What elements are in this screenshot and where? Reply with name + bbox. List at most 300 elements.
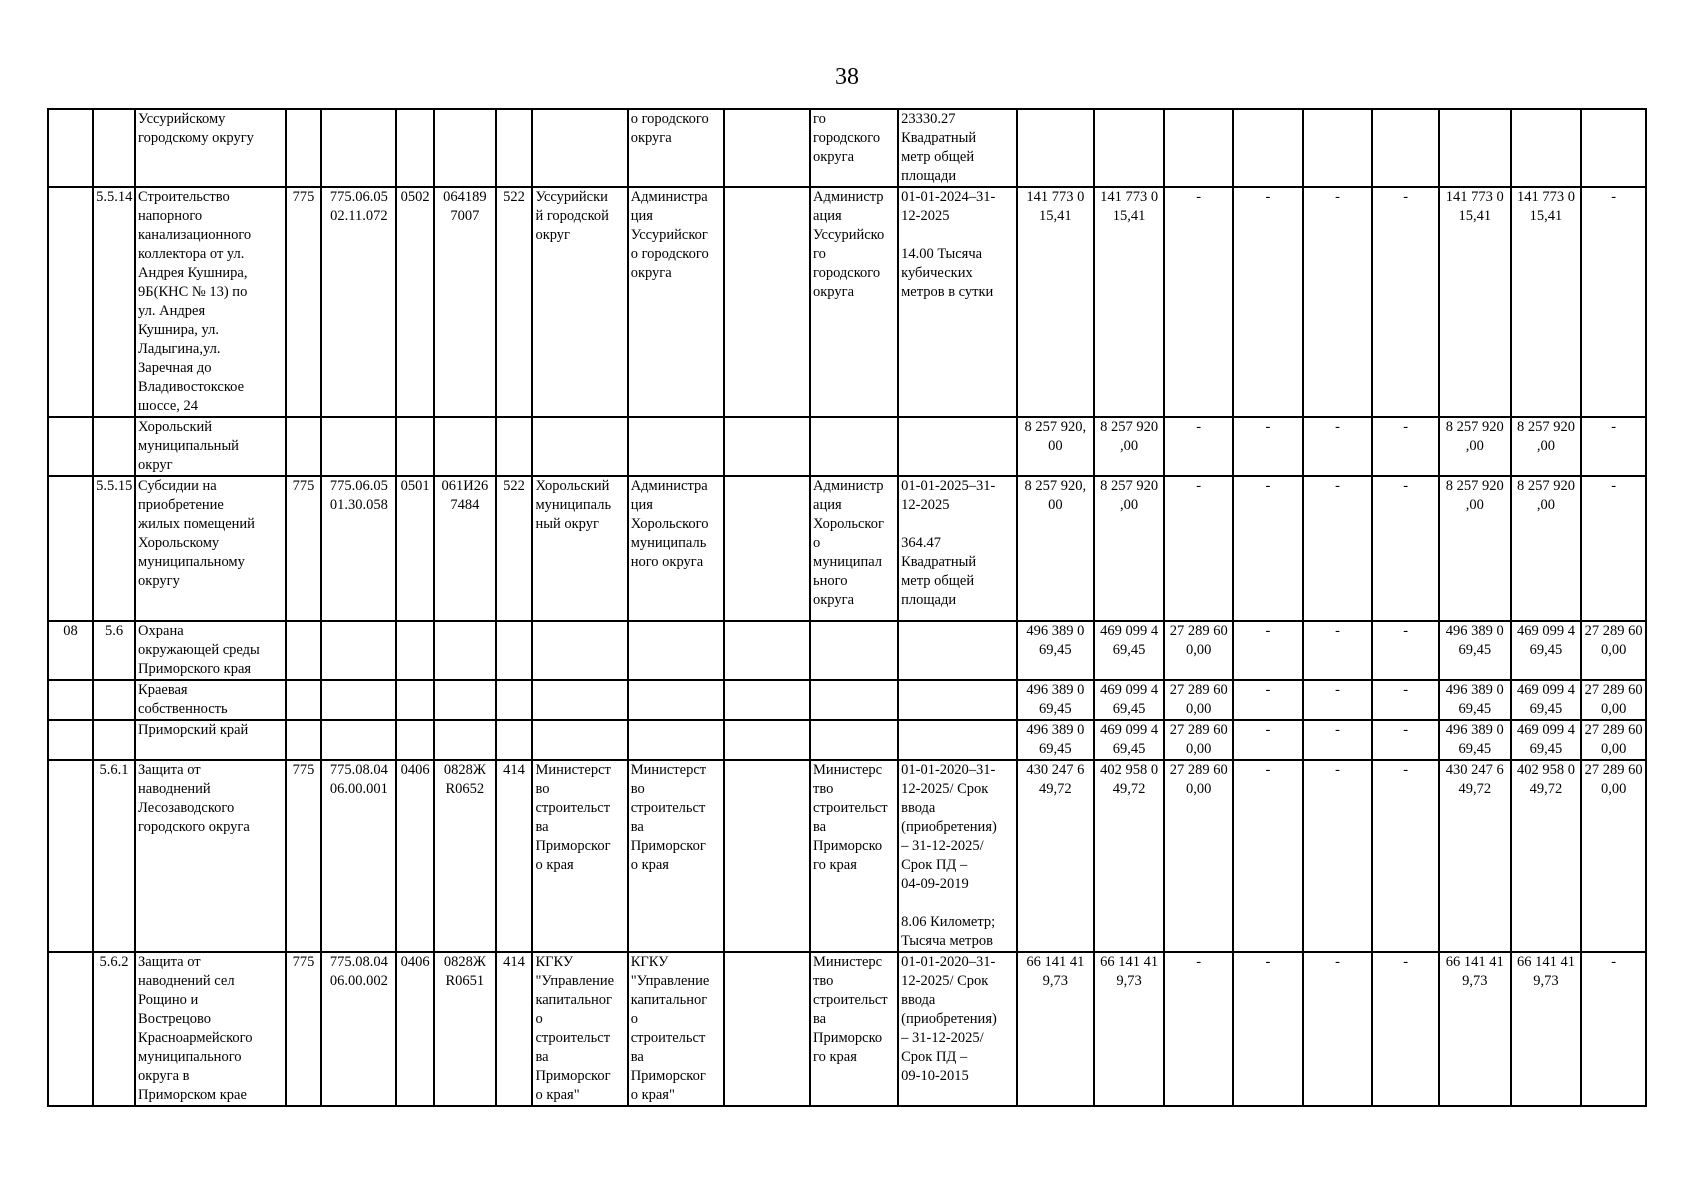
cell-text: - [1403,954,1409,970]
table-cell [396,109,434,187]
table-cell [1439,187,1511,417]
table-cell [1372,680,1439,720]
cell-text: 23330.27 Квадратный метр общей площади [901,111,977,184]
table-cell [532,187,627,417]
cell-text: Строительство напорного канализационного коллектора от ул. Андрея Кушнира, 9Б(КНС № 13) по ул. Андрея Кушнира, ул. Ладыгина,ул. Заречная до Владивостокское шоссе, 24 [138,189,252,414]
table-cell [135,109,286,187]
table-cell [1372,476,1439,621]
cell-text: 66 141 41 9,73 [1516,954,1575,989]
table-cell [1439,109,1511,187]
cell-text: 8 257 920 ,00 [1516,478,1575,513]
table-cell [286,621,322,680]
cell-text: 775.06.05 02.11.072 [329,189,388,224]
table-cell [434,417,495,476]
cell-text: 27 289 60 0,00 [1584,682,1643,717]
table-cell [1094,476,1165,621]
table-cell [321,621,396,680]
table-cell [286,720,322,760]
table-cell [724,476,810,621]
cell-text: - [1611,419,1617,435]
table-cell [1581,621,1646,680]
table-cell [1372,720,1439,760]
cell-text: го городского округа [813,111,881,165]
table-cell [93,952,135,1106]
cell-text: - [1265,682,1271,698]
table-cell [396,680,434,720]
cell-text: о городского округа [630,111,709,146]
cell-text: - [1265,722,1271,738]
cell-text: КГКУ "Управление капитальног о строительст ва Приморског о края" [630,954,710,1103]
cell-text: 8 257 920 ,00 [1516,419,1575,454]
table-cell [532,760,627,952]
table-cell [1372,187,1439,417]
cell-text: 402 958 0 49,72 [1516,762,1575,797]
cell-text: 141 773 0 15,41 [1026,189,1085,224]
table-cell [48,187,93,417]
table-cell [1164,952,1233,1106]
table-row [48,760,1646,952]
table-cell [1303,680,1373,720]
table-cell [1511,720,1582,760]
table-cell [1372,417,1439,476]
cell-text: 5.5.14 [96,189,133,205]
table-cell [93,680,135,720]
table-cell [48,760,93,952]
table-cell [1017,109,1094,187]
table-cell [810,187,898,417]
cell-text: - [1403,762,1409,778]
table-cell [1372,952,1439,1106]
table-cell [628,680,724,720]
cell-text: 141 773 0 15,41 [1445,189,1504,224]
table-cell [93,109,135,187]
cell-text: - [1335,623,1340,639]
cell-text: 469 099 4 69,45 [1100,722,1159,757]
table-cell [286,476,322,621]
cell-text: 0828Ж R0652 [443,762,486,797]
table-cell [898,109,1017,187]
table-row [48,621,1646,680]
cell-text: Администра ция Уссурийског о городского округа [630,189,709,281]
table-cell [1017,720,1094,760]
table-cell [1233,417,1303,476]
cell-text: Министерс тво строительст ва Приморско го края [813,762,888,873]
table-cell [1164,476,1233,621]
table-cell [1303,417,1373,476]
table-cell [1094,952,1165,1106]
cell-text: 27 289 60 0,00 [1169,623,1228,658]
table-cell [532,720,627,760]
table-row [48,417,1646,476]
table-row [48,720,1646,760]
cell-text: Субсидии на приобретение жилых помещений Хорольскому муниципальному округу [138,478,255,589]
table-cell [724,187,810,417]
table-cell [1511,417,1582,476]
table-cell [396,760,434,952]
table-row [48,476,1646,621]
table-row [48,680,1646,720]
cell-text: Министерс тво строительст ва Приморско го края [813,954,888,1065]
table-cell [93,760,135,952]
cell-text: - [1335,722,1340,738]
cell-text: 27 289 60 0,00 [1169,762,1228,797]
cell-text: 27 289 60 0,00 [1169,722,1228,757]
table-cell [810,680,898,720]
table-cell [135,720,286,760]
table-cell [135,680,286,720]
table-cell [1581,417,1646,476]
table-cell [135,952,286,1106]
table-cell [810,720,898,760]
cell-text: 496 389 0 69,45 [1026,722,1085,757]
table-cell [1303,109,1373,187]
table-cell [135,621,286,680]
cell-text: 141 773 0 15,41 [1516,189,1575,224]
table-cell [93,417,135,476]
cell-text: - [1335,954,1340,970]
table-cell [1233,720,1303,760]
table-cell [1581,680,1646,720]
table-cell [1094,621,1165,680]
table-cell [1017,760,1094,952]
table-cell [286,187,322,417]
cell-text: - [1265,762,1271,778]
cell-text: 775.08.04 06.00.001 [329,762,388,797]
table-cell [321,760,396,952]
table-cell [724,417,810,476]
table-cell [1439,476,1511,621]
budget-table [47,108,1647,1107]
cell-text: Защита от наводнений сел Рощино и Вострецово Красноармейского муниципального округа в Приморском крае [138,954,253,1103]
table-cell [48,417,93,476]
table-cell [1511,952,1582,1106]
table-cell [532,109,627,187]
table-cell [724,720,810,760]
cell-text: - [1403,478,1409,494]
cell-text: 430 247 6 49,72 [1026,762,1085,797]
table-cell [1094,187,1165,417]
table-cell [1439,621,1511,680]
table-cell [810,109,898,187]
table-cell [1164,109,1233,187]
cell-text: - [1403,419,1409,435]
table-cell [1164,621,1233,680]
table-cell [1439,720,1511,760]
cell-text: 66 141 41 9,73 [1100,954,1159,989]
table-cell [898,760,1017,952]
table-cell [628,417,724,476]
table-cell [1164,680,1233,720]
table-cell [396,952,434,1106]
table-cell [898,417,1017,476]
table-cell [1303,476,1373,621]
table-cell [434,187,495,417]
cell-text: 0828Ж R0651 [443,954,486,989]
cell-text: 469 099 4 69,45 [1100,623,1159,658]
cell-text: - [1611,478,1617,494]
cell-text: 469 099 4 69,45 [1516,623,1575,658]
table-cell [628,952,724,1106]
table-cell [724,680,810,720]
cell-text: Администра ция Хорольского муниципаль ного округа [630,478,709,570]
table-cell [434,621,495,680]
table-cell [286,952,322,1106]
cell-text: 775 [292,189,315,205]
cell-text: 66 141 41 9,73 [1026,954,1085,989]
table-cell [1017,187,1094,417]
cell-text: Администр ация Уссурийско го городского округа [813,189,885,300]
table-cell [1233,109,1303,187]
table-cell [1372,760,1439,952]
table-cell [1017,621,1094,680]
cell-text: 5.5.15 [96,478,133,494]
cell-text: - [1265,478,1271,494]
table-cell [1581,109,1646,187]
cell-text: 496 389 0 69,45 [1026,623,1085,658]
table-cell [724,621,810,680]
table-cell [1303,720,1373,760]
table-cell [810,476,898,621]
table-cell [532,680,627,720]
table-cell [532,417,627,476]
table-cell [93,621,135,680]
table-cell [898,621,1017,680]
table-cell [496,476,533,621]
table-row [48,187,1646,417]
table-cell [321,952,396,1106]
table-cell [1233,187,1303,417]
table-cell [532,476,627,621]
table-cell [396,720,434,760]
table-row [48,109,1646,187]
cell-text: 27 289 60 0,00 [1584,762,1643,797]
cell-text: 775 [292,762,315,778]
table-cell [321,417,396,476]
table-cell [898,476,1017,621]
cell-text: 522 [503,478,525,494]
table-cell [321,109,396,187]
cell-text: 064189 7007 [443,189,487,224]
table-cell [434,109,495,187]
table-cell [1233,760,1303,952]
table-cell [48,621,93,680]
cell-text: 8 257 920 ,00 [1100,419,1159,454]
cell-text: Уссурийски й городской округ [535,189,609,243]
cell-text: Министерст во строительст ва Приморског о края [630,762,707,873]
cell-text: Министерст во строительст ва Приморског о края [535,762,611,873]
table-cell [396,417,434,476]
table-cell [1303,952,1373,1106]
table-cell [628,476,724,621]
table-cell [496,417,533,476]
table-cell [810,760,898,952]
table-cell [1017,417,1094,476]
table-cell [93,720,135,760]
table-cell [1017,680,1094,720]
table-cell [135,476,286,621]
cell-text: 27 289 60 0,00 [1169,682,1228,717]
cell-text: 469 099 4 69,45 [1100,682,1159,717]
cell-text: 8 257 920 ,00 [1445,478,1504,513]
table-cell [810,621,898,680]
table-cell [48,476,93,621]
cell-text: 0502 [400,189,430,205]
table-cell [1303,187,1373,417]
cell-text: 496 389 0 69,45 [1445,722,1504,757]
table-cell [48,680,93,720]
table-cell [135,187,286,417]
table-cell [434,720,495,760]
cell-text: - [1611,954,1617,970]
cell-text: - [1403,722,1409,738]
cell-text: 5.6.1 [99,762,129,778]
table-cell [1164,720,1233,760]
table-cell [496,952,533,1106]
cell-text: 414 [503,762,525,778]
cell-text: Приморский край [138,722,249,738]
table-cell [434,680,495,720]
table-cell [496,760,533,952]
table-cell [724,952,810,1106]
cell-text: Защита от наводнений Лесозаводского городского округа [138,762,250,835]
cell-text: 01-01-2020–31- 12-2025/ Срок ввода (приобретения) – 31-12-2025/ Срок ПД – 09-10-2015 [901,954,997,1084]
table-cell [434,476,495,621]
table-cell [1581,760,1646,952]
cell-text: 5.6.2 [99,954,129,970]
cell-text: 0406 [400,762,430,778]
table-cell [396,621,434,680]
table-cell [321,680,396,720]
cell-text: Хорольский муниципальный округ [138,419,239,473]
table-cell [286,109,322,187]
cell-text: 8 257 920 ,00 [1100,478,1159,513]
cell-text: 469 099 4 69,45 [1516,682,1575,717]
table-cell [1581,187,1646,417]
table-cell [135,417,286,476]
cell-text: 8 257 920 ,00 [1445,419,1504,454]
cell-text: - [1335,189,1340,205]
table-cell [628,621,724,680]
cell-text: - [1196,954,1202,970]
table-cell [898,952,1017,1106]
table-cell [1511,109,1582,187]
table-cell [1094,720,1165,760]
table-cell [1303,760,1373,952]
cell-text: 061И26 7484 [441,478,489,513]
table-cell [1303,621,1373,680]
cell-text: - [1335,762,1340,778]
table-cell [1094,760,1165,952]
cell-text: - [1403,682,1409,698]
cell-text: 08 [63,623,78,639]
cell-text: 27 289 60 0,00 [1584,623,1643,658]
cell-text: - [1265,954,1271,970]
cell-text: - [1335,419,1340,435]
table-cell [532,952,627,1106]
table-cell [434,760,495,952]
table-cell [724,760,810,952]
cell-text: 496 389 0 69,45 [1445,623,1504,658]
table-cell [93,476,135,621]
cell-text: 5.6 [104,623,124,639]
table-cell [1439,952,1511,1106]
table-cell [1233,680,1303,720]
cell-text: Хорольский муниципаль ный округ [535,478,612,532]
cell-text: 0501 [400,478,430,494]
table-cell [396,187,434,417]
table-cell [810,952,898,1106]
cell-text: - [1196,189,1202,205]
table-cell [321,476,396,621]
table-cell [496,109,533,187]
cell-text: - [1403,623,1409,639]
table-cell [898,720,1017,760]
table-cell [1233,621,1303,680]
table-cell [532,621,627,680]
table-cell [1017,952,1094,1106]
table-cell [1511,187,1582,417]
table-cell [286,680,322,720]
table-cell [321,720,396,760]
cell-text: 01-01-2024–31- 12-2025 14.00 Тысяча кубических метров в сутки [901,189,996,300]
cell-text: 66 141 41 9,73 [1445,954,1504,989]
cell-text: 402 958 0 49,72 [1100,762,1159,797]
cell-text: - [1335,478,1340,494]
table-cell [48,720,93,760]
table-cell [1511,476,1582,621]
table-cell [135,760,286,952]
cell-text: 0406 [400,954,430,970]
table-cell [1581,952,1646,1106]
cell-text: - [1403,189,1409,205]
cell-text: - [1265,189,1271,205]
cell-text: Администр ация Хорольског о муниципал ьного округа [813,478,884,608]
table-cell [434,952,495,1106]
page-number: 38 [835,64,859,90]
table-cell [1164,417,1233,476]
table-cell [810,417,898,476]
cell-text: - [1335,682,1340,698]
cell-text: 414 [503,954,525,970]
cell-text: 469 099 4 69,45 [1516,722,1575,757]
cell-text: 27 289 60 0,00 [1584,722,1643,757]
cell-text: - [1196,478,1202,494]
table-cell [496,680,533,720]
table-cell [898,680,1017,720]
cell-text: 775 [292,478,315,494]
table-cell [1581,476,1646,621]
table-cell [496,720,533,760]
table-cell [1094,417,1165,476]
table-cell [1017,476,1094,621]
table-cell [628,760,724,952]
table-cell [628,109,724,187]
table-cell [628,720,724,760]
table-cell [628,187,724,417]
table-cell [1581,720,1646,760]
table-cell [286,760,322,952]
table-cell [898,187,1017,417]
cell-text: - [1196,419,1202,435]
table-cell [1511,760,1582,952]
table-cell [1164,187,1233,417]
table-cell [1094,680,1165,720]
table-cell [1439,760,1511,952]
cell-text: 496 389 0 69,45 [1026,682,1085,717]
table-cell [1164,760,1233,952]
table-cell [396,476,434,621]
cell-text: 775 [292,954,315,970]
